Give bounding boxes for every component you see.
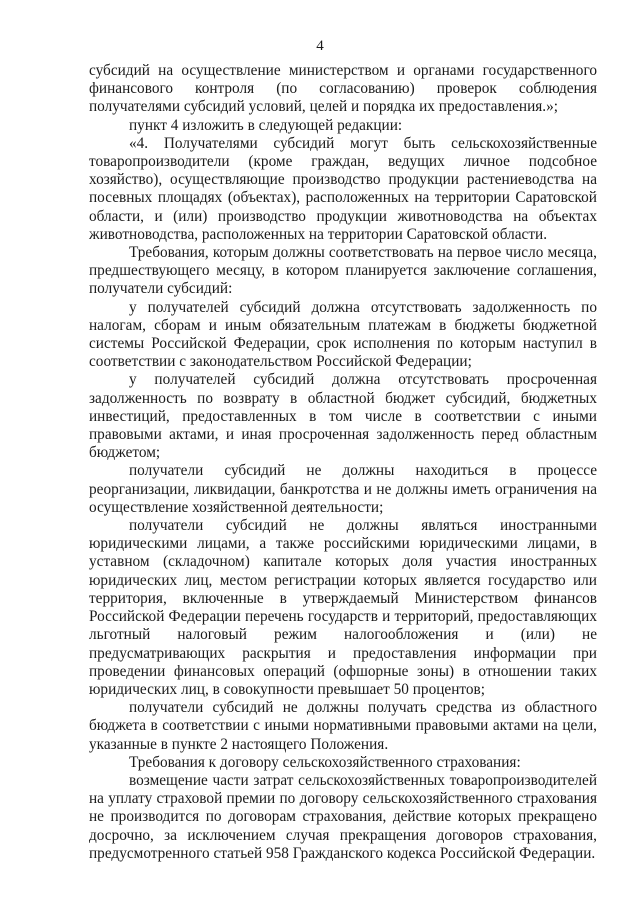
paragraph-8: получатели субсидий не должны являться иностранными юридическими лицами, а также российскими юридическими лицами, в уставном (складочном) капитале которых доля участия иностранных юридических лиц, местом регистрации которых является государство или территория, включенные в утверждаемый Министерством финансов Российской Федерации перечень государств и территорий, предоставляющих льготный налоговый режим налогообложения и (или) не предусматривающих раскрытия и предоставления информации при проведении финансовых операций (офшорные зоны) в отношении таких юридических лиц, в совокупности превышает 50 процентов;	[89, 517, 597, 698]
paragraph-1: субсидий на осуществление министерством и органами государственного финансового контроля (по согласованию) проверок соблюдения получателями субсидий условий, целей и порядка их предоставления.»;	[89, 62, 597, 116]
page-number: 4	[316, 38, 324, 54]
paragraph-10: Требования к договору сельскохозяйственного страхования:	[129, 753, 521, 771]
paragraph-2: пункт 4 изложить в следующей редакции:	[129, 116, 403, 134]
paragraph-4: Требования, которым должны соответствовать на первое число месяца, предшествующего месяцу, в котором планируется заключение соглашения, получатели субсидий:	[89, 244, 597, 298]
document-body	[89, 62, 597, 863]
paragraph-9: получатели субсидий не должны получать средства из областного бюджета в соответствии с иными нормативными правовыми актами на цели, указанные в пункте 2 настоящего Положения.	[89, 699, 597, 753]
paragraph-5: у получателей субсидий должна отсутствовать задолженность по налогам, сборам и иным обязательным платежам в бюджеты бюджетной системы Российской Федерации, срок исполнения по которым наступил в соответствии с законодательством Российской Федерации;	[89, 298, 597, 371]
paragraph-3: «4. Получателями субсидий могут быть сельскохозяйственные товаропроизводители (кроме граждан, ведущих личное подсобное хозяйство), осуществляющие производство продукции растениеводства на посевных площадях (объектах), расположенных на территории Саратовской области, и (или) производство продукции животноводства на объектах животноводства, расположенных на территории Саратовской области.	[89, 134, 597, 243]
paragraph-11: возмещение части затрат сельскохозяйственных товаропроизводителей на уплату страховой премии по договору сельскохозяйственного страхования не производится по договорам страхования, действие которых прекращено досрочно, за исключением случая прекращения договоров страхования, предусмотренного статьей 958 Гражданского кодекса Российской Федерации.	[89, 771, 597, 862]
paragraph-7: получатели субсидий не должны находиться в процессе реорганизации, ликвидации, банкротства и не должны иметь ограничения на осуществление хозяйственной деятельности;	[89, 462, 597, 516]
paragraph-6: у получателей субсидий должна отсутствовать просроченная задолженность по возврату в областной бюджет субсидий, бюджетных инвестиций, предоставленных в том числе в соответствии с иными правовыми актами, и иная просроченная задолженность перед областным бюджетом;	[89, 371, 597, 462]
